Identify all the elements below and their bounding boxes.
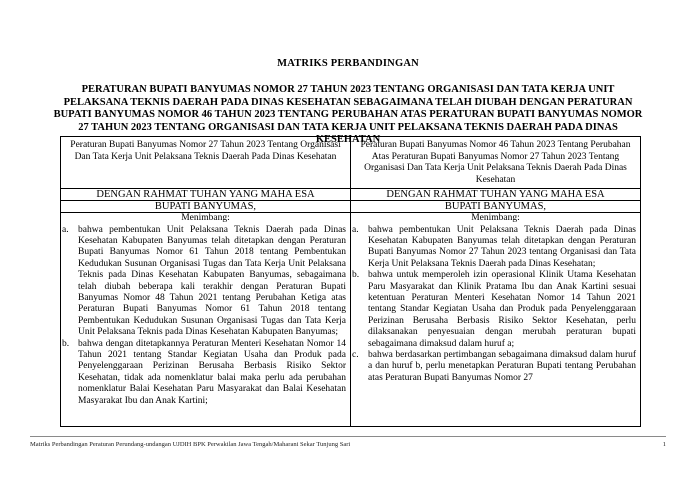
page-footer [30, 436, 666, 448]
comparison-table [60, 136, 641, 427]
item-text: bahwa pembentukan Unit Pelaksana Teknis Daerah pada Dinas Kesehatan Kabupaten Banyumas telah ditetapkan dengan Peraturan Bupati Banyumas Nomor 27 Tahun 2023 tentang Organisasi dan Tata Kerja Unit Pelaksana Teknis Daerah pada Dinas Kesehatan; [368, 224, 636, 269]
item-text: bahwa berdasarkan pertimbangan sebagaimana dimaksud dalam huruf a dan huruf b, perlu menetapkan Peraturan Bupati tentang Perubahan atas Peraturan Bupati Banyumas Nomor 27 [368, 349, 636, 383]
left-menimbang: Menimbang: [181, 213, 230, 223]
right-rahmat: DENGAN RAHMAT TUHAN YANG MAHA ESA [351, 189, 641, 201]
left-column-header: Peraturan Bupati Banyumas Nomor 27 Tahun 2023 Tentang Organisasi Dan Tata Kerja Unit Pelaksana Teknis Daerah Pada Dinas Kesehatan [61, 137, 351, 189]
rahmat-row [61, 189, 641, 201]
right-content [351, 213, 641, 427]
item-label: a. [352, 224, 359, 235]
document-subtitle: PERATURAN BUPATI BANYUMAS NOMOR 27 TAHUN 2023 TENTANG ORGANISASI DAN TATA KERJA UNIT PELAKSANA TEKNIS DAERAH PADA DINAS KESEHATAN SEBAGAIMANA TELAH DIUBAH DENGAN PERATURAN BUPATI BANYUMAS NOMOR 46 TAHUN 2023 TENTANG PERUBAHAN ATAS PERATURAN BUPATI BANYUMAS NOMOR 27 TAHUN 2023 TENTANG ORGANISASI DAN TATA KERJA UNIT PELAKSANA TEKNIS DAERAH PADA DINAS KESEHATAN [53, 84, 643, 145]
list-item [61, 225, 350, 339]
left-content [61, 213, 351, 427]
right-bupati: BUPATI BANYUMAS, [351, 201, 641, 213]
document-title: MATRIKS PERBANDINGAN [277, 58, 419, 69]
right-column-header: Peraturan Bupati Banyumas Nomor 46 Tahun 2023 Tentang Perubahan Atas Peraturan Bupati Banyumas Nomor 27 Tahun 2023 Tentang Organisasi Dan Tata Kerja Unit Pelaksana Teknis Daerah Pada Dinas Kesehatan [351, 137, 641, 189]
page-number: 1 [662, 441, 666, 448]
left-bupati: BUPATI BANYUMAS, [61, 201, 351, 213]
item-label: b. [62, 338, 70, 349]
item-label: a. [62, 224, 69, 235]
list-item [61, 339, 350, 407]
item-label: c. [352, 349, 359, 360]
content-row [61, 213, 641, 427]
item-text: bahwa untuk memperoleh izin operasional Klinik Utama Kesehatan Paru Masyarakat dan Klinik Pratama Ibu dan Anak Kartini sesuai ketentuan Peraturan Menteri Kesehatan Nomor 14 Tahun 2021 tentang Standar Kegiatan Usaha dan Produk pada Penyelenggaraan Perizinan Berusaha Berbasis Risiko Sektor Kesehatan, perlu dilaksanakan penyesuaian dengan merubah peraturan bupati sebagaimana dimaksud dalam huruf a; [368, 270, 636, 349]
table-header-row [61, 137, 641, 189]
list-item [351, 350, 640, 384]
right-menimbang: Menimbang: [471, 213, 520, 223]
bupati-row [61, 201, 641, 213]
footer-text: Matriks Perbandingan Peraturan Perundang-undangan UJDIH BPK Perwakilan Jawa Tengah/Maharani Sekar Tunjung Sari [30, 441, 351, 448]
item-text: bahwa pembentukan Unit Pelaksana Teknis Daerah pada Dinas Kesehatan Kabupaten Banyumas telah ditetapkan dengan Peraturan Bupati Banyumas Nomor 61 Tahun 2018 tentang Pembentukan Kedudukan Susunan Organisasi Tugas dan Tata Kerja Unit Pelaksana Teknis pada Dinas Kesehatan Kabupaten Banyumas, sebagaimana telah diubah beberapa kali terakhir dengan Peraturan Bupati Banyumas Nomor 48 Tahun 2021 tentang Perubahan Ketiga atas Peraturan Bupati Banyumas Nomor 61 Tahun 2018 tentang Pembentukan Kedudukan Susunan Organisasi Tugas dan Tata Kerja Unit Pelaksana Teknis pada Dinas Kesehatan Kabupaten Banyumas; [78, 224, 346, 338]
list-item [351, 225, 640, 271]
item-text: bahwa dengan ditetapkannya Peraturan Menteri Kesehatan Nomor 14 Tahun 2021 tentang Standar Kegiatan Usaha dan Produk pada Penyelenggaraan Perizinan Berusaha Berbasis Risiko Sektor Kesehatan, tidak ada nomenklatur balai maka perlu ada perubahan nomenklatur Balai Kesehatan Paru Masyarakat dan Balai Kesehatan Masyarakat Ibu dan Anak Kartini; [78, 338, 346, 406]
left-rahmat: DENGAN RAHMAT TUHAN YANG MAHA ESA [61, 189, 351, 201]
list-item [351, 270, 640, 350]
item-label: b. [352, 270, 360, 281]
